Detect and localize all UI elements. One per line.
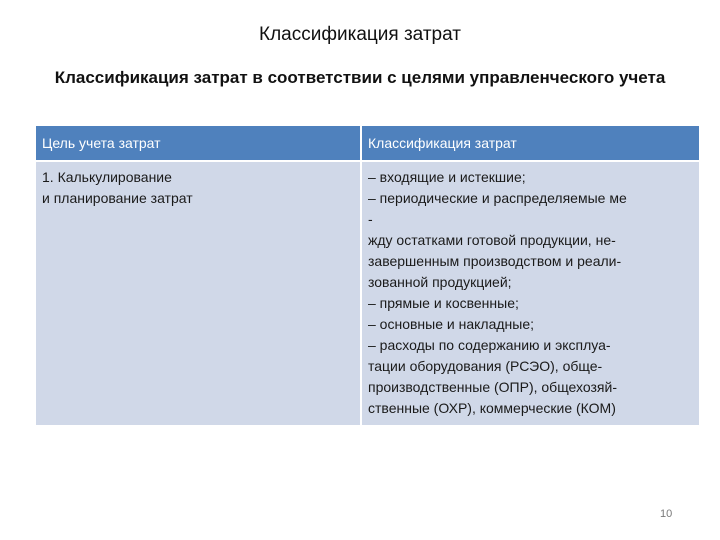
classification-line: зованной продукцией;: [368, 274, 512, 290]
classification-line: тации оборудования (РСЭО), обще-: [368, 358, 603, 374]
page-number: 10: [660, 508, 673, 520]
slide-subtitle: Классификация затрат в соответствии с целями управленческого учета: [54, 68, 666, 87]
classification-line: – входящие и истекшие;: [368, 169, 526, 185]
classification-line: – периодические и распределяемые ме: [368, 190, 627, 206]
header-cost-classification: Классификация затрат: [361, 126, 699, 161]
classification-line: производственные (ОПР), общехозяй-: [368, 379, 617, 395]
classification-line: жду остатками готовой продукции, не-: [368, 232, 616, 248]
classification-line: – расходы по содержанию и эксплуа-: [368, 337, 611, 353]
classification-line: завершенным производством и реали-: [368, 253, 622, 269]
classification-cell: [361, 161, 699, 425]
header-cost-accounting-goal: Цель учета затрат: [36, 126, 361, 161]
table-row: [36, 161, 699, 425]
classification-line: – основные и накладные;: [368, 316, 534, 332]
classification-line: -: [368, 211, 373, 227]
cost-classification-table: [36, 126, 699, 425]
table-header-row: [36, 126, 699, 161]
goal-line: и планирование затрат: [42, 190, 193, 206]
goal-line: 1. Калькулирование: [42, 169, 172, 185]
classification-line: – прямые и косвенные;: [368, 295, 519, 311]
slide-title: Классификация затрат: [259, 24, 461, 45]
cost-classification-table-wrapper: [36, 126, 685, 425]
goal-cell: [36, 161, 361, 425]
classification-line: ственные (ОХР), коммерческие (КОМ): [368, 400, 616, 416]
